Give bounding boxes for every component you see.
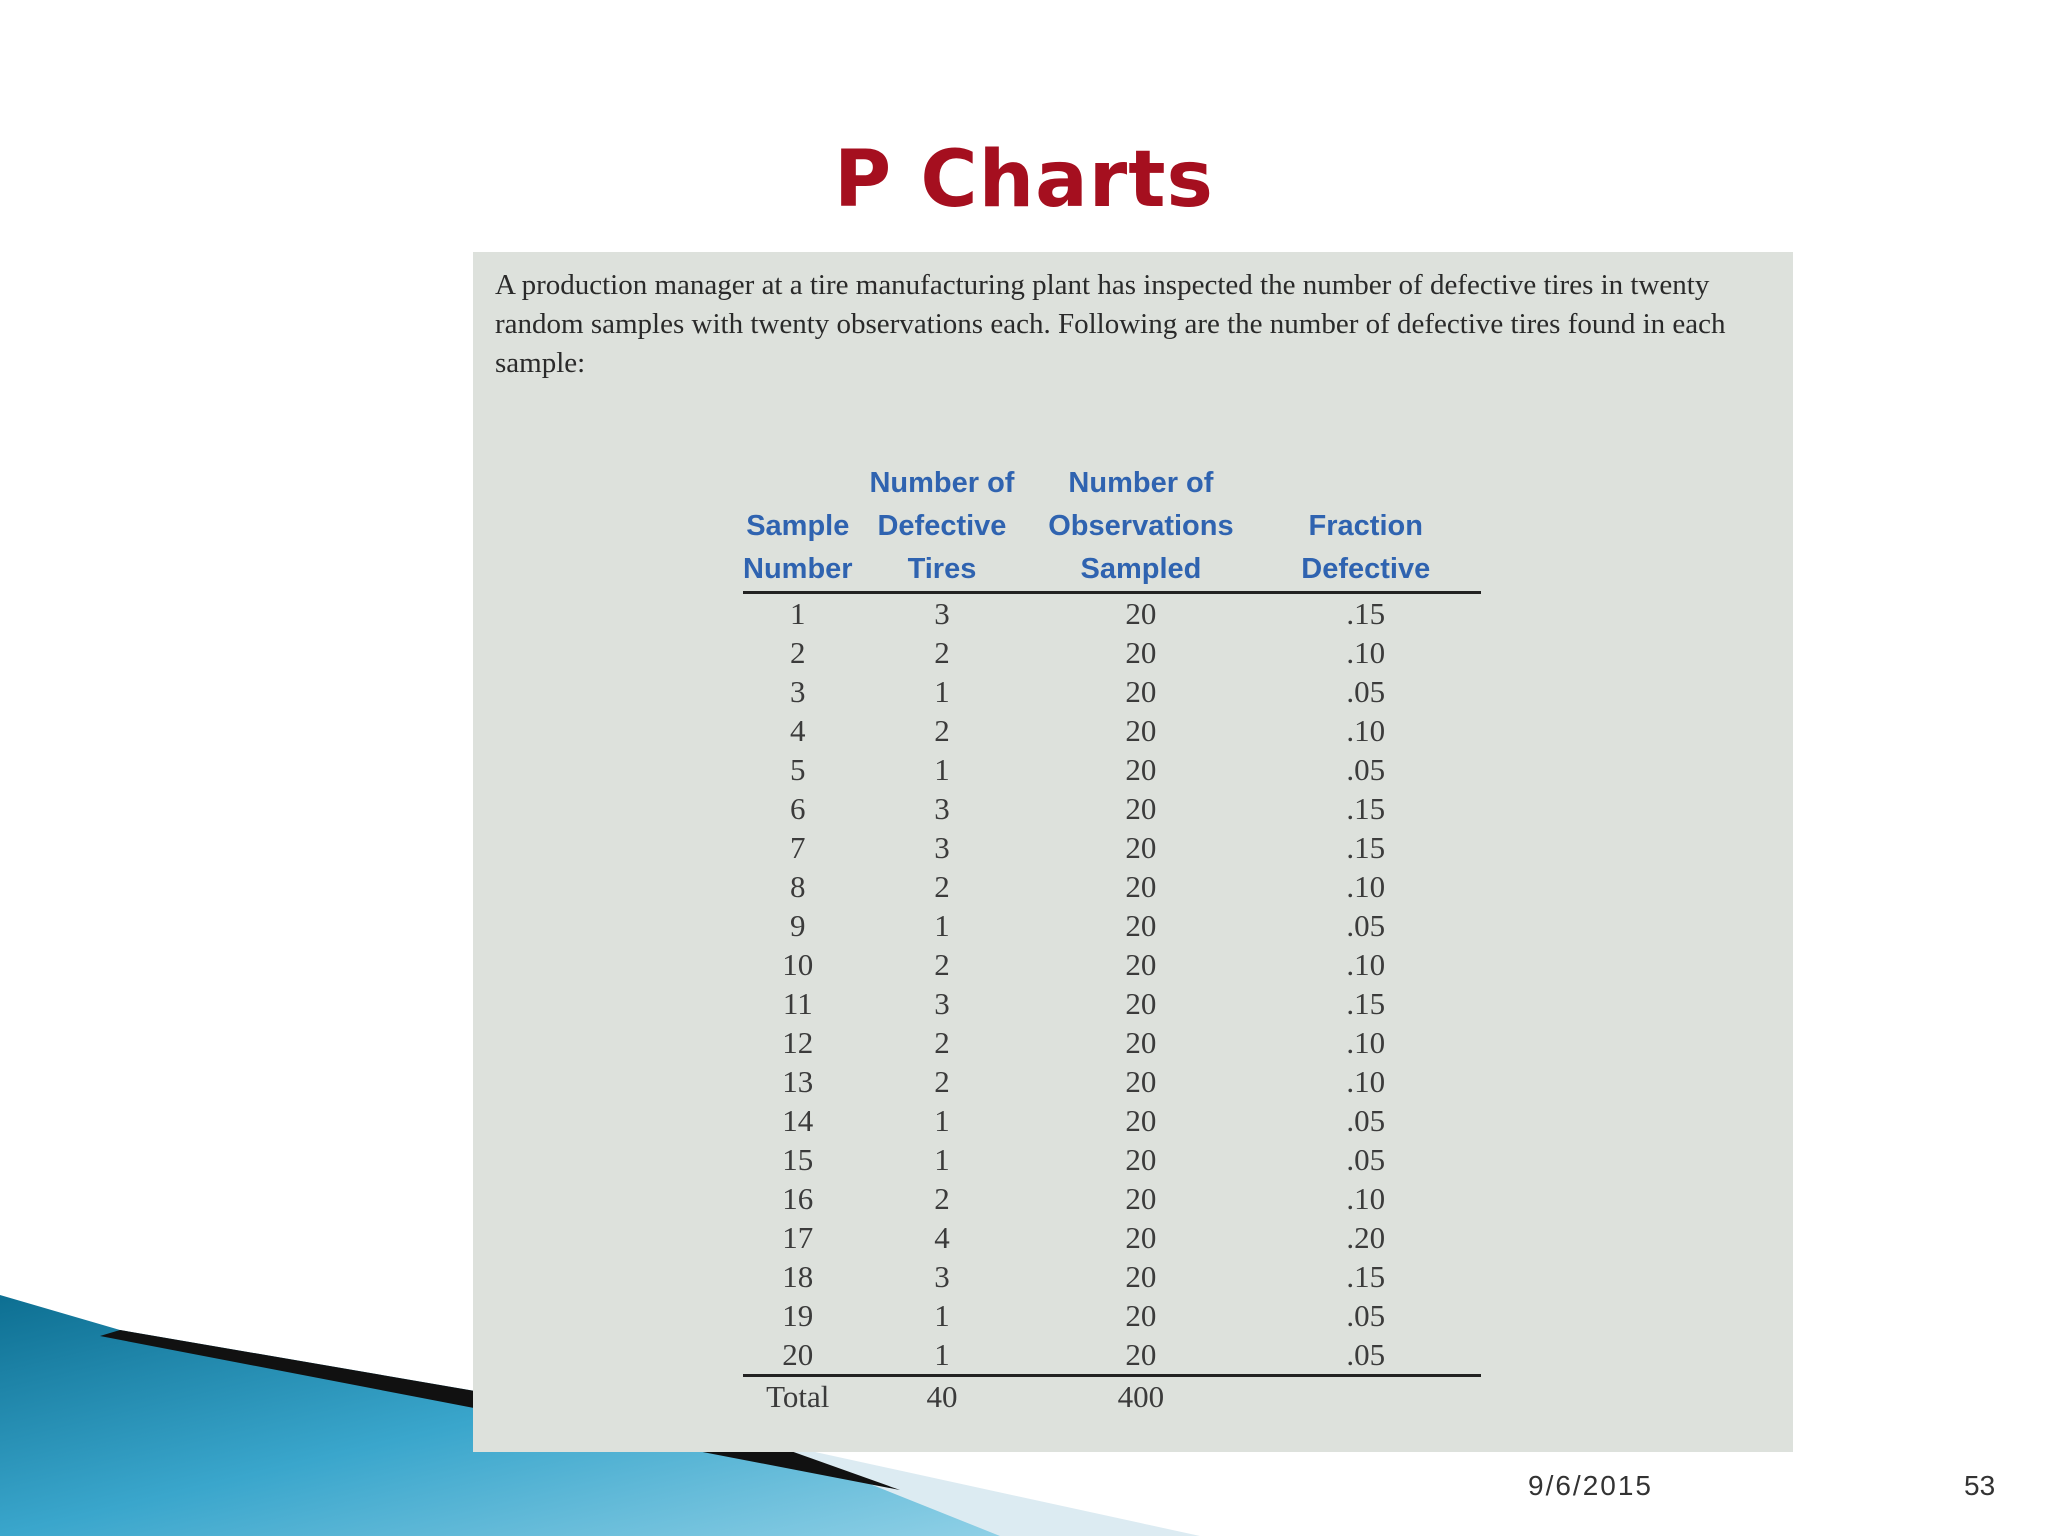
cell-fraction-defective: .10 [1346,1064,1386,1099]
table-row [743,593,1481,634]
cell-fraction-defective: .05 [1346,1337,1386,1372]
cell-observations: 20 [1125,1259,1157,1294]
cell-observations: 20 [1125,947,1157,982]
table-row [743,867,1481,906]
cell-fraction-defective: .10 [1346,635,1386,670]
cell-defective-tires: 1 [934,908,950,943]
table-row [743,906,1481,945]
header-fraction-defective: Fraction Defective [1251,462,1482,593]
table-row [743,1101,1481,1140]
table-row [743,1335,1481,1376]
cell-observations: 20 [1125,596,1157,631]
cell-observations: 20 [1125,1103,1157,1138]
cell-sample-number: 14 [782,1103,814,1138]
cell-defective-tires: 3 [934,1259,950,1294]
cell-observations: 20 [1125,1298,1157,1333]
cell-fraction-defective: .05 [1346,908,1386,943]
cell-sample-number: 1 [790,596,806,631]
cell-fraction-defective: .05 [1346,752,1386,787]
cell-observations: 20 [1125,1064,1157,1099]
cell-observations: 20 [1125,1142,1157,1177]
table-row [743,711,1481,750]
cell-defective-tires: 4 [934,1220,950,1255]
table-row [743,672,1481,711]
cell-fraction-defective: .15 [1346,1259,1386,1294]
slide-page-number: 53 [1964,1470,1996,1501]
cell-observations: 20 [1125,830,1157,865]
cell-fraction-defective: .05 [1346,1103,1386,1138]
cell-defective-tires: 2 [934,869,950,904]
defects-table [743,462,1481,1416]
cell-defective-tires: 3 [934,791,950,826]
cell-observations: 20 [1125,791,1157,826]
cell-observations: 20 [1125,986,1157,1021]
cell-fraction-defective: .05 [1346,1298,1386,1333]
table-row [743,945,1481,984]
cell-fraction-defective: .05 [1346,1142,1386,1177]
cell-observations: 20 [1125,1025,1157,1060]
header-sample-number: Sample Number [743,462,853,593]
table-row [743,1257,1481,1296]
header-defective-tires: Number of Defective Tires [853,462,1032,593]
cell-observations: 20 [1125,869,1157,904]
cell-sample-number: 3 [790,674,806,709]
cell-fraction-defective: .15 [1346,830,1386,865]
cell-fraction-defective: .10 [1346,869,1386,904]
cell-defective-tires: 3 [934,986,950,1021]
cell-defective-tires: 1 [934,1298,950,1333]
cell-defective-tires: 2 [934,1181,950,1216]
cell-fraction-defective: .15 [1346,791,1386,826]
cell-fraction-defective: .05 [1346,674,1386,709]
cell-fraction-defective: .15 [1346,986,1386,1021]
cell-defective-tires: 2 [934,947,950,982]
table-row [743,1023,1481,1062]
cell-defective-tires: 3 [934,596,950,631]
cell-defective-tires: 1 [934,1103,950,1138]
cell-observations: 20 [1125,908,1157,943]
cell-observations: 20 [1125,752,1157,787]
table-row [743,1062,1481,1101]
cell-defective-tires: 3 [934,830,950,865]
header-observations-sampled: Number of Observations Sampled [1031,462,1250,593]
cell-sample-number: 15 [782,1142,814,1177]
cell-sample-number: 7 [790,830,806,865]
table-total-row [743,1376,1481,1417]
cell-defective-tires: 2 [934,635,950,670]
cell-defective-tires: 2 [934,1064,950,1099]
table-row [743,1296,1481,1335]
table-row [743,1179,1481,1218]
cell-observations: 20 [1125,635,1157,670]
cell-sample-number: 8 [790,869,806,904]
cell-defective-tires: 2 [934,713,950,748]
total-defective: 40 [853,1376,1032,1417]
cell-observations: 20 [1125,1181,1157,1216]
cell-sample-number: 12 [782,1025,814,1060]
cell-fraction-defective: .10 [1346,1025,1386,1060]
cell-observations: 20 [1125,1337,1157,1372]
cell-fraction-defective: .15 [1346,596,1386,631]
cell-observations: 20 [1125,674,1157,709]
cell-sample-number: 20 [782,1337,814,1372]
cell-sample-number: 19 [782,1298,814,1333]
cell-sample-number: 6 [790,791,806,826]
cell-sample-number: 2 [790,635,806,670]
cell-sample-number: 11 [782,986,813,1021]
table-row [743,984,1481,1023]
cell-fraction-defective: .10 [1346,947,1386,982]
cell-defective-tires: 1 [934,752,950,787]
cell-sample-number: 9 [790,908,806,943]
cell-observations: 20 [1125,713,1157,748]
table-row [743,1218,1481,1257]
table-row [743,633,1481,672]
table-header-row [743,462,1481,593]
cell-defective-tires: 1 [934,1337,950,1372]
problem-statement: A production manager at a tire manufacturing plant has inspected the number of defective tires in twenty random samples with twenty observations each. Following are the number of defective tires found in each sample: [495,269,1726,379]
cell-sample-number: 4 [790,713,806,748]
cell-sample-number: 5 [790,752,806,787]
cell-sample-number: 17 [782,1220,814,1255]
cell-fraction-defective: .10 [1346,1181,1386,1216]
cell-sample-number: 16 [782,1181,814,1216]
cell-sample-number: 13 [782,1064,814,1099]
total-label: Total [743,1376,853,1417]
cell-sample-number: 10 [782,947,814,982]
cell-defective-tires: 1 [934,1142,950,1177]
total-fraction [1251,1376,1482,1417]
table-row [743,789,1481,828]
slide-date: 9/6/2015 [1528,1470,1653,1501]
cell-defective-tires: 2 [934,1025,950,1060]
total-observations: 400 [1031,1376,1250,1417]
cell-sample-number: 18 [782,1259,814,1294]
content-panel [473,252,1793,1452]
cell-fraction-defective: .10 [1346,713,1386,748]
slide-title: P Charts [834,135,1214,225]
cell-observations: 20 [1125,1220,1157,1255]
cell-fraction-defective: .20 [1346,1220,1386,1255]
cell-defective-tires: 1 [934,674,950,709]
table-row [743,750,1481,789]
table-row [743,1140,1481,1179]
table-row [743,828,1481,867]
